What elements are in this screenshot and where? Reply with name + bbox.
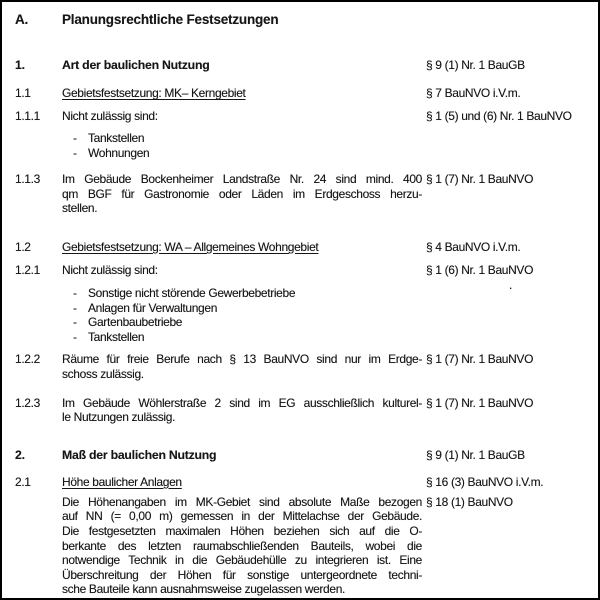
list-dash: -	[73, 315, 77, 330]
body-line: le Nutzungen zulässig.	[62, 410, 176, 425]
list-row	[15, 131, 598, 160]
list-item	[62, 330, 422, 345]
list-dash: -	[73, 329, 77, 344]
section-row-1	[15, 58, 598, 73]
list-row	[15, 286, 598, 344]
list-item	[62, 131, 422, 146]
section-row-2	[15, 448, 598, 463]
section-number: 1.1.1	[15, 109, 40, 123]
list-dash: -	[73, 285, 77, 300]
section-number: 1.2.1	[15, 262, 40, 277]
section-row-1-2-3	[15, 396, 598, 425]
law-reference: § 7 BauNVO i.V.m.	[426, 86, 521, 100]
list-item-text: Sonstige nicht störende Gewerbebetriebe	[88, 285, 296, 300]
section-number: A.	[15, 12, 29, 27]
list-item-text: Wohnungen	[88, 145, 150, 160]
section-number: 1.2.3	[15, 395, 40, 410]
list-dash: -	[73, 145, 77, 160]
section-number: 1.	[15, 58, 25, 72]
body-line: schoss zulässig.	[62, 366, 144, 381]
list-item	[62, 301, 422, 316]
section-title: Gebietsfestsetzung: MK– Kerngebiet	[62, 86, 246, 100]
body-line: Die festgesetzten maximalen Höhen beziehen sich auf die O-	[62, 523, 422, 538]
section-number: 2.	[15, 447, 25, 462]
body-line: Überschreitung der Höhen für sonstige untergeordnete techni-	[62, 567, 422, 582]
body-line: Räume für freie Berufe nach § 13 BauNVO sind nur im Erdge-	[62, 352, 422, 367]
list-item-text: Gartenbaubetriebe	[88, 315, 183, 330]
section-number: 1.1	[15, 86, 31, 100]
section-title: Gebietsfestsetzung: WA – Allgemeines Wohngebiet	[62, 239, 319, 254]
law-reference: § 1 (7) Nr. 1 BauNVO	[426, 395, 534, 410]
body-line: Im Gebäude Bockenheimer Landstraße Nr. 24 sind mind. 400	[62, 172, 422, 187]
law-reference: § 18 (1) BauNVO	[426, 494, 513, 509]
list-dash: -	[73, 300, 77, 315]
law-reference: § 4 BauNVO i.V.m.	[426, 239, 521, 254]
document-title: Planungsrechtliche Festsetzungen	[62, 12, 279, 27]
list-item-text: Tankstellen	[88, 329, 145, 344]
list-item	[62, 146, 422, 161]
law-reference: § 1 (6) Nr. 1 BauNVO	[426, 262, 534, 277]
law-reference: § 1 (7) Nr. 1 BauNVO	[426, 172, 534, 187]
section-number: 1.1.3	[15, 172, 40, 187]
section-title: Höhe baulicher Anlagen	[62, 474, 182, 489]
section-title: Art der baulichen Nutzung	[62, 58, 210, 72]
section-row-1-2	[15, 240, 598, 255]
body-line: notwendige Technik in die Gebäudehülle zu integrieren ist. Eine	[62, 553, 422, 568]
section-row-2-1-paragraph	[15, 495, 598, 597]
law-reference: § 16 (3) BauNVO i.V.m.	[426, 474, 544, 489]
scan-artifact-dot: .	[509, 278, 512, 292]
body-line: sche Bauteile kann ausnahmsweise zugelassen werden.	[62, 582, 346, 597]
document-heading-row	[15, 12, 598, 28]
list-item-text: Tankstellen	[88, 131, 145, 145]
section-row-1-2-1	[15, 263, 598, 278]
body-line: qm BGF für Gastronomie oder Läden im Erdgeschoss herzu-	[62, 186, 422, 201]
section-row-1-1	[15, 86, 598, 101]
section-row-1-2-2	[15, 352, 598, 381]
body-line: berkante des letzten raumabschließenden Bauteils, wobei die	[62, 538, 422, 553]
section-row-2-1	[15, 475, 598, 490]
law-reference: § 1 (7) Nr. 1 BauNVO	[426, 352, 534, 367]
section-number: 1.2.2	[15, 352, 40, 367]
section-title: Nicht zulässig sind:	[62, 109, 158, 123]
law-reference: § 9 (1) Nr. 1 BauGB	[426, 447, 525, 462]
list-item-text: Anlagen für Verwaltungen	[88, 300, 218, 315]
law-reference: § 9 (1) Nr. 1 BauGB	[426, 58, 525, 72]
section-number: 2.1	[15, 474, 31, 489]
list-item	[62, 315, 422, 330]
list-item	[62, 286, 422, 301]
body-line: auf NN (= 0,00 m) gemessen in der Mittelachse der Gebäude.	[62, 509, 422, 524]
law-reference: § 1 (5) und (6) Nr. 1 BauNVO	[426, 109, 572, 123]
section-row-1-1-1	[15, 109, 598, 124]
body-line: stellen.	[62, 201, 98, 216]
body-line: Die Höhenangaben im MK-Gebiet sind absolute Maße bezogen	[62, 494, 422, 509]
list-dash: -	[73, 131, 77, 145]
body-line: Im Gebäude Wöhlerstraße 2 sind im EG ausschließlich kulturel-	[62, 395, 422, 410]
section-row-1-1-3	[15, 172, 598, 216]
section-title: Nicht zulässig sind:	[62, 262, 158, 277]
section-number: 1.2	[15, 239, 31, 254]
section-title: Maß der baulichen Nutzung	[62, 447, 217, 462]
